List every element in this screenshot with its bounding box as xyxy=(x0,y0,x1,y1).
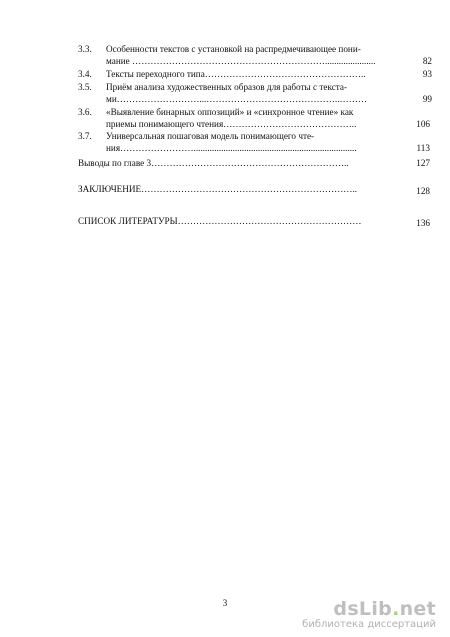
toc-page-number: 93 xyxy=(422,69,432,79)
site-watermark xyxy=(302,599,436,631)
toc-page-number: 106 xyxy=(416,119,430,129)
watermark-subtitle: библиотека диссертаций xyxy=(302,619,436,630)
toc-title-line: Особенности текстов с установкой на распредмечивающее пони- xyxy=(106,44,361,54)
toc-section-number: 3.7. xyxy=(78,131,92,141)
toc-title-line: ния……………………....................................................................... xyxy=(106,143,357,153)
watermark-logo: dsLib.net xyxy=(333,598,436,620)
toc-title-line: Приём анализа художественных образов для работы с текста- xyxy=(106,82,348,92)
toc-title-line: Выводы по главе 3……………………………………………………….. xyxy=(78,158,349,168)
toc-section-number: 3.5. xyxy=(78,82,92,92)
toc-title-line: Тексты переходного типа…………………………………………….. xyxy=(106,69,366,79)
toc-title-line: Универсальная пошаговая модель понимающего чте- xyxy=(106,131,315,141)
toc-title-line: приемы понимающего чтения…………………………………….. xyxy=(106,119,357,129)
toc-title-line: ЗАКЛЮЧЕНИЕ…………………………………………………………….. xyxy=(78,184,358,194)
toc-title-line: «Выявление бинарных оппозиций» и «синхронное чтение» как xyxy=(106,107,354,117)
toc-page-number: 136 xyxy=(416,218,430,228)
toc-page-number: 82 xyxy=(422,56,432,66)
toc-section-number: 3.6. xyxy=(78,107,92,117)
toc-section-number: 3.3. xyxy=(78,44,92,54)
toc-page-number: 127 xyxy=(416,158,430,168)
toc-page-number: 128 xyxy=(416,186,430,196)
toc-title-line: ми………………………...……………………………………..……… xyxy=(106,94,368,104)
toc-page-number: 113 xyxy=(416,143,430,153)
toc-title-line: СПИСОК ЛИТЕРАТУРЫ…………………………………………………… xyxy=(78,216,362,226)
page-number: 3 xyxy=(222,598,228,608)
toc-section-number: 3.4. xyxy=(78,69,92,79)
toc-title-line: мание ………………………………………………………...................... xyxy=(106,56,376,66)
toc-page-number: 99 xyxy=(422,94,432,104)
